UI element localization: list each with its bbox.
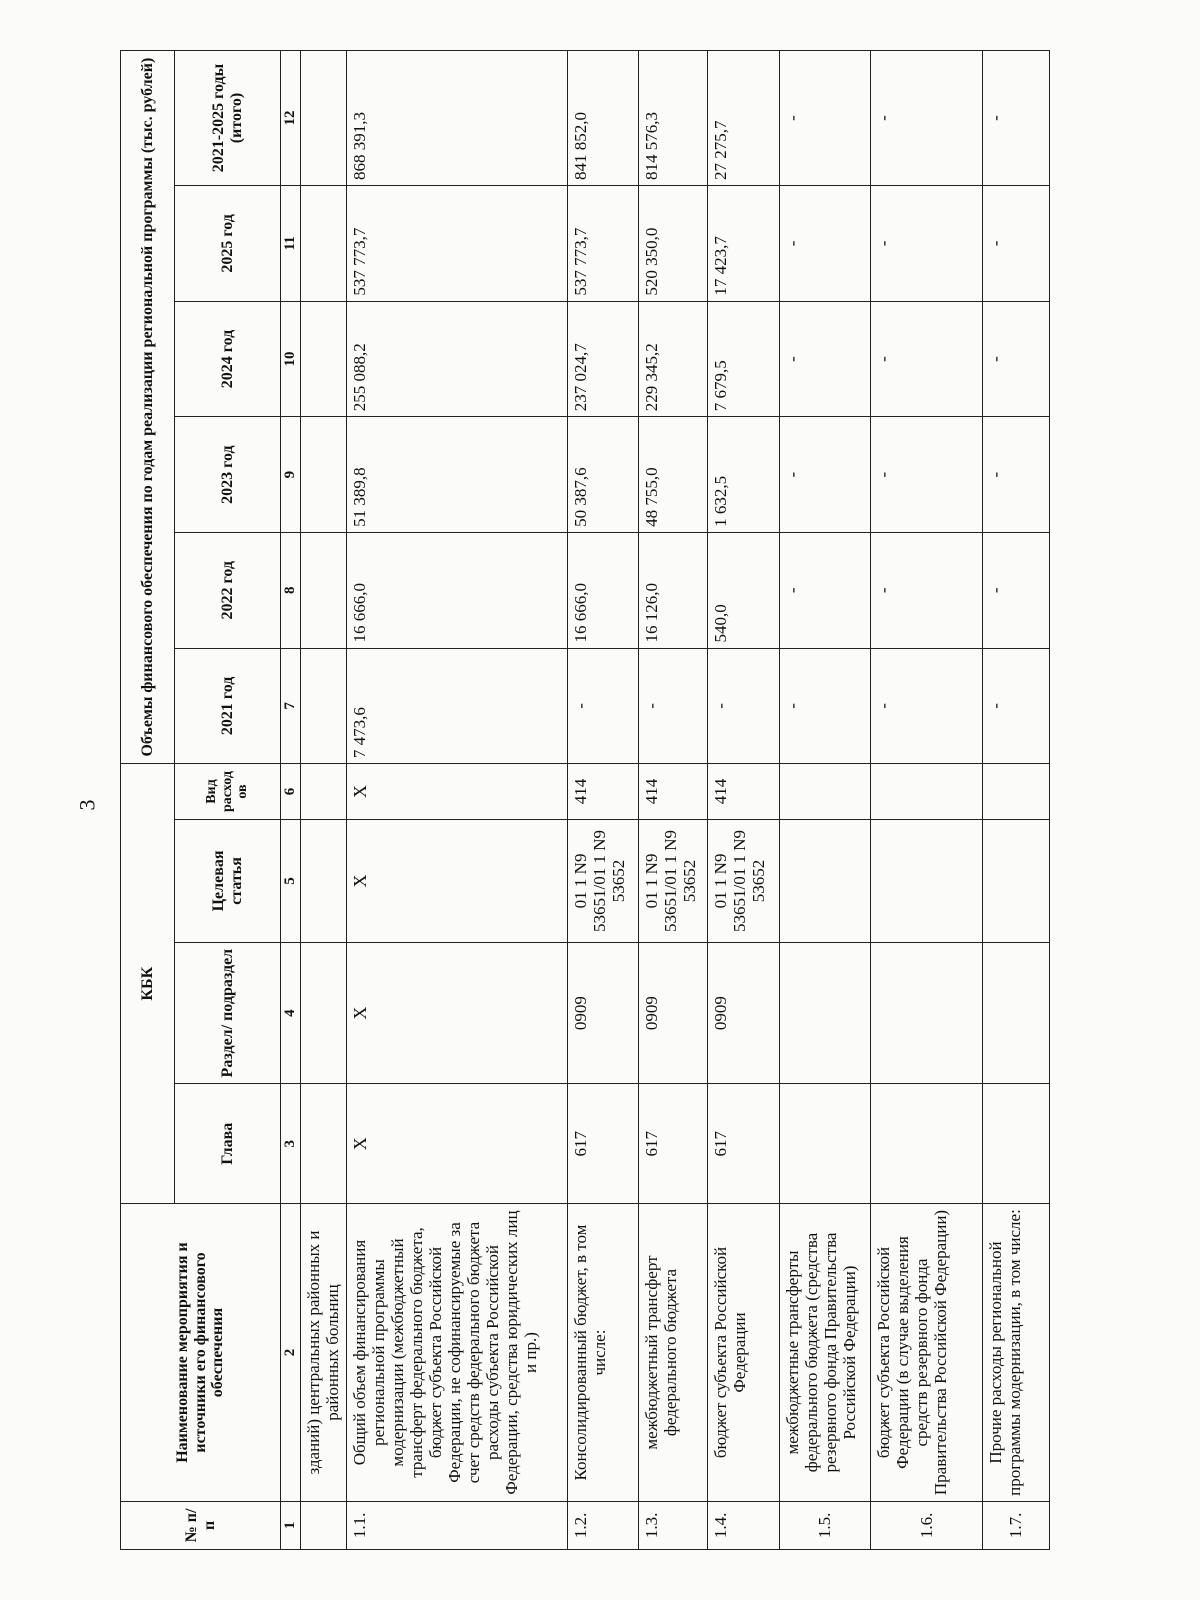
header-2025: 2025 год: [175, 186, 281, 302]
row-2023: 51 389,8: [346, 417, 568, 533]
row-no: 1.4.: [708, 1501, 779, 1549]
row-2025: -: [982, 186, 1049, 302]
row-2021: [300, 648, 346, 764]
column-number: 9: [281, 417, 301, 533]
row-vid: [779, 764, 870, 820]
row-celevaya: 01 1 N9 53651/01 1 N9 53652: [708, 819, 779, 942]
row-vid: 414: [708, 764, 779, 820]
header-name: Наименование мероприятия и источники его финансового обеспечения: [121, 1204, 281, 1502]
column-number: 10: [281, 301, 301, 417]
row-2021: -: [639, 648, 708, 764]
row-celevaya: 01 1 N9 53651/01 1 N9 53652: [639, 819, 708, 942]
row-total: -: [779, 51, 870, 186]
row-celevaya: X: [346, 819, 568, 942]
row-2022: [300, 532, 346, 648]
row-2025: 537 773,7: [568, 186, 639, 302]
column-number: 3: [281, 1084, 301, 1204]
column-number: 5: [281, 819, 301, 942]
row-glava: 617: [639, 1084, 708, 1204]
row-name: Общий объем финансирования региональной программы модернизации (межбюджетный трансферт федерального бюджета, бюджет субъекта Российской Федерации, не софинансируемые за счет средств федерального бюджета расходы субъекта Российской Федерации, средства юридических лиц и пр.): [346, 1204, 568, 1502]
row-total: 868 391,3: [346, 51, 568, 186]
row-glava: [871, 1084, 983, 1204]
rotated-table-sheet: [120, 50, 1050, 1550]
row-razdel: X: [346, 942, 568, 1083]
row-razdel: [871, 942, 983, 1083]
row-2025: -: [871, 186, 983, 302]
header-no: № п/п: [121, 1501, 281, 1549]
table-row: [871, 51, 983, 1550]
row-2023: -: [871, 417, 983, 533]
row-glava: 617: [568, 1084, 639, 1204]
row-2022: 540,0: [708, 532, 779, 648]
row-2025: -: [779, 186, 870, 302]
header-total: 2021-2025 годы (итого): [175, 51, 281, 186]
row-2023: 1 632,5: [708, 417, 779, 533]
row-glava: [982, 1084, 1049, 1204]
row-2021: -: [568, 648, 639, 764]
table-row: [568, 51, 639, 1550]
row-total: [300, 51, 346, 186]
row-2023: 48 755,0: [639, 417, 708, 533]
row-2021: -: [871, 648, 983, 764]
row-vid: 414: [639, 764, 708, 820]
table-row: [300, 51, 346, 1550]
row-2022: 16 666,0: [346, 532, 568, 648]
row-celevaya: [300, 819, 346, 942]
row-celevaya: [871, 819, 983, 942]
row-celevaya: 01 1 N9 53651/01 1 N9 53652: [568, 819, 639, 942]
header-2022: 2022 год: [175, 532, 281, 648]
table-row: [779, 51, 870, 1550]
row-glava: X: [346, 1084, 568, 1204]
column-number: 4: [281, 942, 301, 1083]
row-2024: -: [871, 301, 983, 417]
column-number: 12: [281, 51, 301, 186]
row-razdel: [779, 942, 870, 1083]
row-2025: 17 423,7: [708, 186, 779, 302]
row-razdel: 0909: [568, 942, 639, 1083]
row-2024: 7 679,5: [708, 301, 779, 417]
row-name: Консолидированный бюджет, в том числе:: [568, 1204, 639, 1502]
header-vid: Вид расходов: [175, 764, 281, 820]
column-number-row: [281, 51, 301, 1550]
row-total: 841 852,0: [568, 51, 639, 186]
row-name: межбюджетные трансферты федерального бюджета (средства резервного фонда Правительства Российской Федерации): [779, 1204, 870, 1502]
row-vid: 414: [568, 764, 639, 820]
row-total: -: [982, 51, 1049, 186]
column-number: 11: [281, 186, 301, 302]
row-name: межбюджетный трансферт федерального бюджета: [639, 1204, 708, 1502]
table-row: [639, 51, 708, 1550]
column-number: 1: [281, 1501, 301, 1549]
row-celevaya: [982, 819, 1049, 942]
row-name: бюджет субъекта Российской Федерации: [708, 1204, 779, 1502]
row-2025: [300, 186, 346, 302]
row-vid: [871, 764, 983, 820]
column-number: 6: [281, 764, 301, 820]
financing-table: [120, 50, 1050, 1550]
row-total: 814 576,3: [639, 51, 708, 186]
row-total: -: [871, 51, 983, 186]
row-glava: 617: [708, 1084, 779, 1204]
header-kbk: КБК: [121, 764, 175, 1204]
row-2024: 237 024,7: [568, 301, 639, 417]
row-no: 1.1.: [346, 1501, 568, 1549]
row-vid: [300, 764, 346, 820]
table-row: [346, 51, 568, 1550]
row-no: 1.3.: [639, 1501, 708, 1549]
row-glava: [300, 1084, 346, 1204]
row-name: бюджет субъекта Российской Федерации (в случае выделения средств резервного фонда Правительства Российской Федерации): [871, 1204, 983, 1502]
row-no: 1.6.: [871, 1501, 983, 1549]
row-celevaya: [779, 819, 870, 942]
row-2024: -: [779, 301, 870, 417]
row-2022: -: [982, 532, 1049, 648]
row-2022: -: [779, 532, 870, 648]
header-glava: Глава: [175, 1084, 281, 1204]
row-2023: [300, 417, 346, 533]
table-row: [708, 51, 779, 1550]
row-no: 1.2.: [568, 1501, 639, 1549]
row-glava: [779, 1084, 870, 1204]
row-razdel: [982, 942, 1049, 1083]
row-2023: -: [779, 417, 870, 533]
row-2023: 50 387,6: [568, 417, 639, 533]
row-total: 27 275,7: [708, 51, 779, 186]
row-no: 1.5.: [779, 1501, 870, 1549]
row-vid: [982, 764, 1049, 820]
column-number: 7: [281, 648, 301, 764]
row-2024: 229 345,2: [639, 301, 708, 417]
row-razdel: 0909: [639, 942, 708, 1083]
row-2022: 16 126,0: [639, 532, 708, 648]
header-2024: 2024 год: [175, 301, 281, 417]
row-razdel: [300, 942, 346, 1083]
row-2022: 16 666,0: [568, 532, 639, 648]
row-name: Прочие расходы региональной программы модернизации, в том числе:: [982, 1204, 1049, 1502]
row-no: [300, 1501, 346, 1549]
row-2025: 537 773,7: [346, 186, 568, 302]
row-2022: -: [871, 532, 983, 648]
column-number: 8: [281, 532, 301, 648]
row-2021: 7 473,6: [346, 648, 568, 764]
header-2021: 2021 год: [175, 648, 281, 764]
row-razdel: 0909: [708, 942, 779, 1083]
header-volumes: Объемы финансового обеспечения по годам реализации региональной программы (тыс. рублей): [121, 51, 175, 764]
row-2024: 255 088,2: [346, 301, 568, 417]
row-2023: -: [982, 417, 1049, 533]
row-2024: [300, 301, 346, 417]
row-vid: X: [346, 764, 568, 820]
row-name: зданий) центральных районных и районных больниц: [300, 1204, 346, 1502]
row-2021: -: [708, 648, 779, 764]
table-row: [982, 51, 1049, 1550]
row-2021: -: [982, 648, 1049, 764]
row-no: 1.7.: [982, 1501, 1049, 1549]
header-celevaya: Целевая статья: [175, 819, 281, 942]
header-razdel: Раздел/ подраздел: [175, 942, 281, 1083]
row-2021: -: [779, 648, 870, 764]
row-2025: 520 350,0: [639, 186, 708, 302]
page-number: 3: [74, 799, 100, 811]
header-2023: 2023 год: [175, 417, 281, 533]
row-2024: -: [982, 301, 1049, 417]
column-number: 2: [281, 1204, 301, 1502]
